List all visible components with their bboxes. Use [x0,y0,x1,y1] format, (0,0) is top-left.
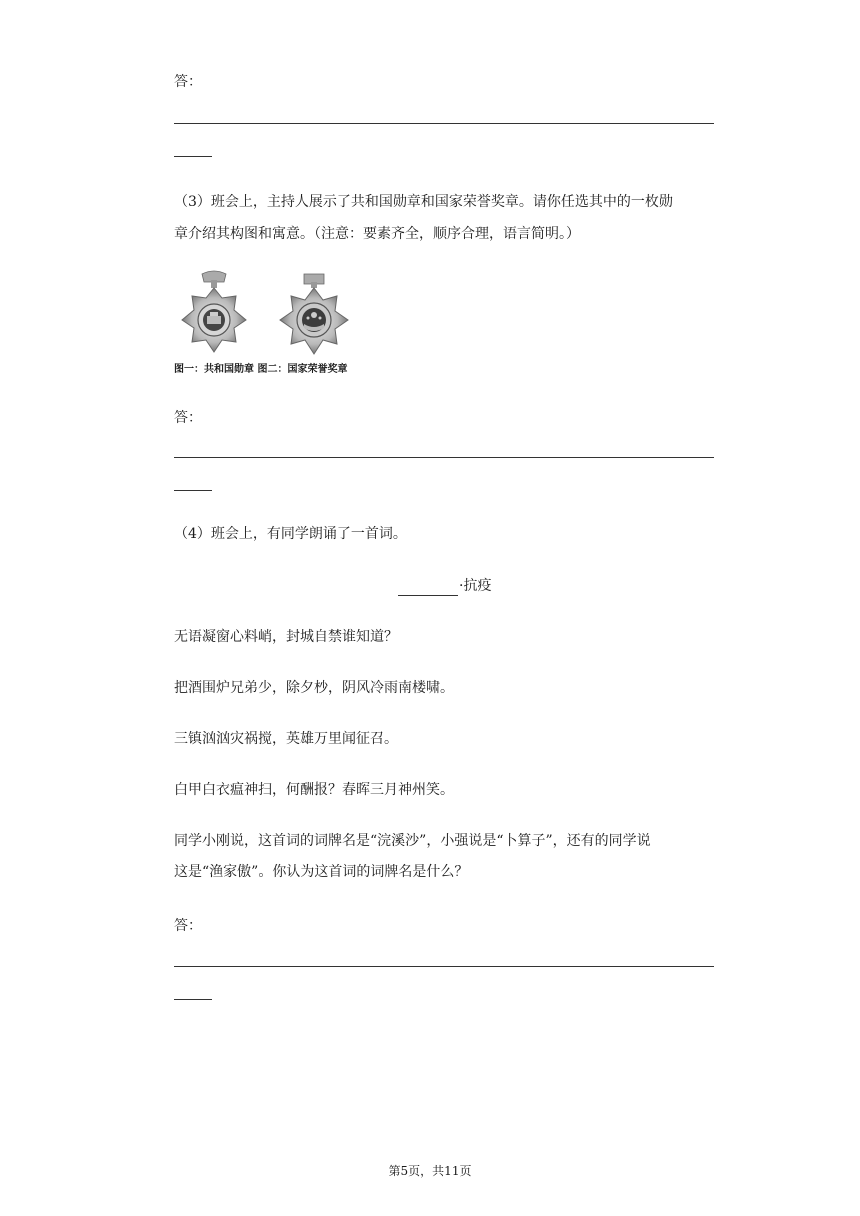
answer-label-1: 答： [174,74,202,90]
q4-intro: （4）班会上，有同学朗诵了一首词。 [174,526,407,542]
poem-line-3: 三镇汹汹灾祸搅，英雄万里闻征召。 [174,731,398,747]
republic-medal-icon [182,271,246,352]
answer-line-2[interactable] [174,457,714,458]
poem-line-4: 白甲白衣瘟神扫，何酬报？春晖三月神州笑。 [174,782,454,798]
q3-line-1: （3）班会上，主持人展示了共和国勋章和国家荣誉奖章。请你任选其中的一枚勋 [174,194,673,210]
poem-line-2: 把酒围炉兄弟少，除夕杪，阴风冷雨南楼啸。 [174,680,454,696]
page-footer: 第5页，共11页 [388,1164,472,1178]
medals-caption: 图一：共和国勋章 图二：国家荣誉奖章 [174,364,348,375]
answer-line-3-tail [174,999,212,1000]
answer-line-1-tail [174,156,212,157]
poem-title [398,576,491,596]
answer-line-2-tail [174,490,212,491]
poem-line-1: 无语凝窗心料峭，封城自禁谁知道？ [174,629,398,645]
answer-line-3[interactable] [174,966,714,967]
answer-label-2: 答： [174,410,202,426]
national-honor-medal-icon [280,274,348,354]
poem-title-suffix: ·抗疫 [459,578,492,594]
poem-title-blank[interactable] [398,581,458,596]
q4-question-line-2: 这是“渔家傲”。你认为这首词的词牌名是什么？ [174,864,469,880]
answer-label-3: 答： [174,918,202,934]
q4-question-line-1: 同学小刚说，这首词的词牌名是“浣溪沙”，小强说是“卜算子”，还有的同学说 [174,833,651,849]
q3-line-2: 章介绍其构图和寓意。（注意：要素齐全，顺序合理，语言简明。） [174,226,580,242]
answer-line-1[interactable] [174,123,714,124]
